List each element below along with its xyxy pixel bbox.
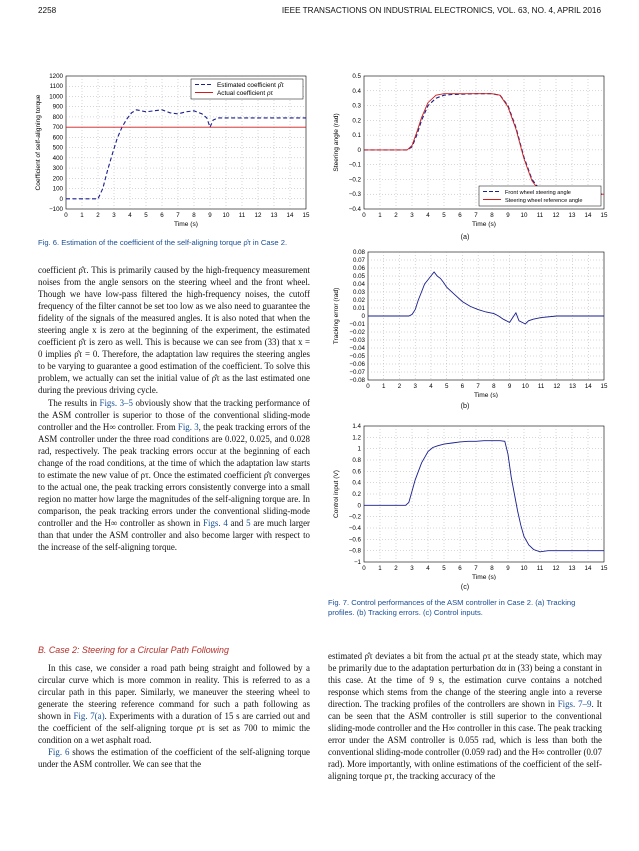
x-tick-label: 2 [96,212,100,219]
right-paragraph-1: estimated ρ̂τ deviates a bit from the actual ρτ at the steady state, which may be primarily due to the adaptation perturbation dα in (33) being a constant in this case. At the time of 9 s, the estimation curve contains a notched response which stems from the change of the steering angle into a reverse direction. The tracking profiles of the controllers are shown in Figs. 7–9. It can be seen that the ASM controller is still superior to the conventional sliding-mode controller and the H∞ controller in this case. The peak tracking error under the ASM controller is 0.055 rad, which is less than both the conventional sliding-mode controller (0.059 rad) and the H∞ controller (0.07 rad). More importantly, with online estimations of the coefficient of the self-aligning torque ρτ, the tracking accuracy of the [328,651,602,782]
x-tick-label: 3 [112,212,116,219]
x-tick-label: 2 [394,212,398,219]
x-tick-label: 1 [382,383,386,390]
y-tick-label: 0.03 [352,289,365,296]
x-tick-label: 10 [521,383,529,390]
x-tick-label: 9 [506,565,510,572]
fig7b-label: (b) [460,401,470,410]
fig7a-label: (a) [460,232,470,241]
fig4-link[interactable]: Figs. 4 [203,517,228,528]
y-tick-label: 0.1 [352,132,361,140]
y-tick-label: −0.8 [348,547,361,555]
x-tick-label: 3 [413,383,417,390]
x-tick-label: 5 [444,383,449,390]
x-tick-label: 9 [507,383,512,390]
x-tick-label: 13 [568,565,576,572]
x-tick-label: 5 [442,565,446,572]
x-tick-label: 1 [80,212,84,219]
y-tick-label: 0 [361,313,365,320]
x-axis-label: Time (s) [472,574,496,580]
y-tick-label: 0 [357,502,361,510]
fig6-chart [30,68,312,230]
y-tick-label: 0.08 [352,249,365,256]
x-tick-label: 8 [490,212,494,219]
x-tick-label: 6 [458,565,462,572]
x-tick-label: 4 [128,212,132,219]
x-tick-label: 14 [584,565,592,572]
y-tick-label: −0.2 [348,176,361,184]
x-tick-label: 13 [569,383,576,390]
x-tick-label: 6 [460,383,465,390]
y-tick-label: 900 [52,103,63,111]
fig6-link[interactable]: Fig. 6 [48,747,70,758]
y-tick-label: 0.04 [352,281,365,288]
fig6-caption: Fig. 6. Estimation of the coefficient of the self-aligning torque ρ̂τ in Case 2. [38,238,288,247]
fig5-link[interactable]: 5 [246,517,251,528]
x-tick-label: 10 [222,212,230,219]
x-tick-label: 7 [176,212,180,219]
x-tick-label: 0 [366,383,370,390]
x-tick-label: 3 [410,565,414,572]
x-tick-label: 5 [442,212,446,219]
left-column-lower [38,662,310,770]
y-tick-label: 0.2 [352,491,361,498]
y-tick-label: −0.04 [349,345,365,352]
x-tick-label: 8 [192,212,196,219]
x-tick-label: 6 [160,212,164,219]
fig7c-chart [328,418,610,580]
x-tick-label: 2 [394,565,398,572]
x-tick-label: 10 [520,565,528,572]
fig7a-link[interactable]: Fig. 7(a) [73,711,105,722]
x-tick-label: 4 [426,212,430,219]
y-tick-label: 0.07 [352,257,365,264]
y-tick-label: 100 [52,185,63,193]
left-paragraph-4: Fig. 6 shows the estimation of the coefficient of the self-aligning torque under the ASM controller. We can see that the [38,747,310,770]
y-tick-label: −0.03 [349,337,365,344]
running-header [38,6,601,20]
legend-label: Steering wheel reference angle [505,198,583,204]
y-tick-label: 600 [52,134,63,142]
left-column [38,264,310,553]
y-tick-label: −0.3 [348,191,361,199]
x-tick-label: 7 [474,565,478,572]
y-tick-label: −0.2 [348,513,361,521]
y-tick-label: 0 [59,195,63,203]
x-tick-label: 7 [476,383,480,390]
x-tick-label: 11 [536,565,544,572]
y-tick-label: 1.2 [352,434,361,442]
left-paragraph-1: coefficient ρ̂τ. This is primarily caused by the high-frequency measurement noises from the angle sensors on the steering wheel and the front wheel. Though we have low-pass filtered the high-frequency noises, the cutoff frequency of the filter cannot be set too low as we also need to guarantee the fidelity of the signals of the measured angles. It is also noted that when the steering angle x is zero at the beginning of the experiment, the estimated coefficient ρ̂τ is zero as well. This is because we can see from (33) that x = 0 implies ρ̂τ = 0. Therefore, the adaptation law requires the steering angles to be varying to guarantee a good estimation of the coefficient. To solve this problem, we actually can set the initial value of ρ̂τ as the last estimated one during the previous driving cycle. [38,265,310,396]
x-tick-label: 15 [600,565,608,572]
y-tick-label: 1200 [49,73,63,80]
section-heading: B. Case 2: Steering for a Circular Path Following [38,645,229,655]
y-tick-label: 200 [52,175,63,183]
y-tick-label: 0.01 [352,305,365,312]
y-tick-label: 0.05 [352,273,365,280]
x-tick-label: 9 [506,212,510,219]
legend-label: Actual coefficient ρτ [217,90,274,97]
x-tick-label: 12 [552,212,560,219]
x-tick-label: 14 [584,212,592,219]
x-axis-label: Time (s) [174,221,198,228]
x-tick-label: 0 [362,565,366,572]
y-tick-label: 500 [52,144,63,152]
fig7b-chart [328,246,610,398]
y-axis-label: Control input (V) [333,469,340,519]
x-tick-label: 2 [397,383,402,390]
y-tick-label: −0.08 [349,377,365,384]
x-tick-label: 0 [362,212,366,219]
x-tick-label: 12 [552,565,560,572]
x-axis-label: Time (s) [474,392,498,398]
y-axis-label: Tracking error (rad) [333,287,340,345]
x-tick-label: 4 [426,565,430,572]
x-tick-label: 8 [490,565,494,572]
x-tick-label: 11 [536,212,544,219]
fig3-link[interactable]: Fig. 3 [177,421,199,432]
x-axis-label: Time (s) [472,221,496,228]
fig7c-label: (c) [460,582,470,591]
y-tick-label: 0.8 [352,457,361,464]
y-tick-label: 1.4 [352,423,361,430]
y-tick-label: −1 [353,559,361,566]
y-tick-label: −0.06 [349,361,365,368]
x-tick-label: 12 [254,212,262,219]
y-tick-label: 0.3 [352,102,361,110]
y-tick-label: 1100 [49,83,63,91]
y-tick-label: −0.05 [349,353,365,360]
x-tick-label: 3 [410,212,414,219]
y-tick-label: −0.6 [348,536,361,544]
x-tick-label: 13 [568,212,576,219]
y-tick-label: 0 [357,146,361,154]
x-tick-label: 9 [208,212,212,219]
y-tick-label: 0.06 [352,265,365,272]
left-paragraph-3: In this case, we consider a road path being straight and followed by a circular curve which is more common in reality. This is referred to as a circular path in this paper. Similarly, we maneuver the steering wheel to generate the steering reference command for such a path following as shown in Fig. 7(a). Experiments with a duration of 15 s are carried out and the coefficient of the self-aligning torque ρτ is set as 700 to mimic the condition on a wet asphalt road. [38,663,310,746]
x-tick-label: 4 [429,383,433,390]
y-tick-label: 700 [52,124,63,132]
x-tick-label: 13 [270,212,278,219]
x-tick-label: 15 [600,383,608,390]
legend-label: Estimated coefficient ρ̂τ [217,82,284,89]
x-tick-label: 14 [584,383,592,390]
y-tick-label: 300 [52,165,63,173]
page-number: 2258 [38,6,57,15]
y-tick-label: 0.4 [352,87,361,95]
x-tick-label: 14 [286,212,294,219]
x-tick-label: 15 [600,212,608,219]
y-tick-label: 0.4 [352,479,361,487]
x-tick-label: 5 [144,212,148,219]
figs7-9-link[interactable]: Figs. 7–9 [557,699,592,710]
x-tick-label: 1 [378,565,382,572]
y-tick-label: −0.4 [348,525,361,532]
y-tick-label: 400 [52,154,63,162]
x-tick-label: 11 [537,383,545,390]
y-tick-label: −0.02 [349,329,365,336]
fig7-caption: Fig. 7. Control performances of the ASM controller in Case 2. (a) Tracking profiles. (b) Tracking errors. (c) Control inputs. [328,598,576,617]
y-tick-label: −0.1 [348,161,361,169]
y-tick-label: 0.2 [352,117,361,125]
y-tick-label: 0.6 [352,468,361,476]
y-tick-label: 1 [357,445,361,453]
right-column [328,650,602,783]
x-tick-label: 6 [458,212,462,219]
left-paragraph-2: The results in Figs. 3–5 obviously show that the tracking performance of the ASM controller is superior to those of the conventional sliding-mode controller and the H∞ controller. From Fig. 3, the peak tracking errors of the ASM controller under the three road conditions are 0.022, 0.025, and 0.028 rad, respectively. The peak tracking errors occur at the beginning of each change of the road conditions, at the time of which the adaptation law starts to estimate the new value of ρτ. Once the estimated coefficient ρ̂τ converges to the actual one, the peak tracking errors consistently converge into a small region no matter how large the magnitudes of the self-aligning torque are. In comparison, the peak tracking errors under the conventional sliding-mode controller and the H∞ controller as shown in Figs. 4 and 5 are much larger than that under the ASM controller and also become larger with respect to the increase of the self-aligning torque. [38,397,311,553]
x-tick-label: 10 [520,212,528,219]
y-tick-label: −0.07 [349,369,365,376]
figs3-5-link[interactable]: Figs. 3–5 [99,397,133,408]
journal-title: IEEE TRANSACTIONS ON INDUSTRIAL ELECTRONICS, VOL. 63, NO. 4, APRIL 2016 [281,6,601,15]
y-tick-label: 1000 [49,93,63,101]
y-tick-label: −0.01 [349,321,365,328]
x-tick-label: 8 [492,383,496,390]
y-tick-label: −100 [49,206,63,213]
y-tick-label: −0.4 [348,206,361,213]
x-tick-label: 0 [64,212,68,219]
x-tick-label: 1 [378,212,382,219]
y-tick-label: 800 [52,113,63,121]
x-tick-label: 11 [238,212,246,219]
y-tick-label: 0.5 [352,73,361,80]
fig7a-chart [328,68,610,230]
x-tick-label: 12 [553,383,561,390]
legend-label: Front wheel steering angle [505,190,571,196]
y-axis-label: Coefficient of self-aligning torque [35,94,42,191]
y-axis-label: Steering angle (rad) [333,113,340,172]
y-tick-label: 0.02 [352,297,365,304]
x-tick-label: 7 [474,212,478,219]
x-tick-label: 15 [302,212,310,219]
